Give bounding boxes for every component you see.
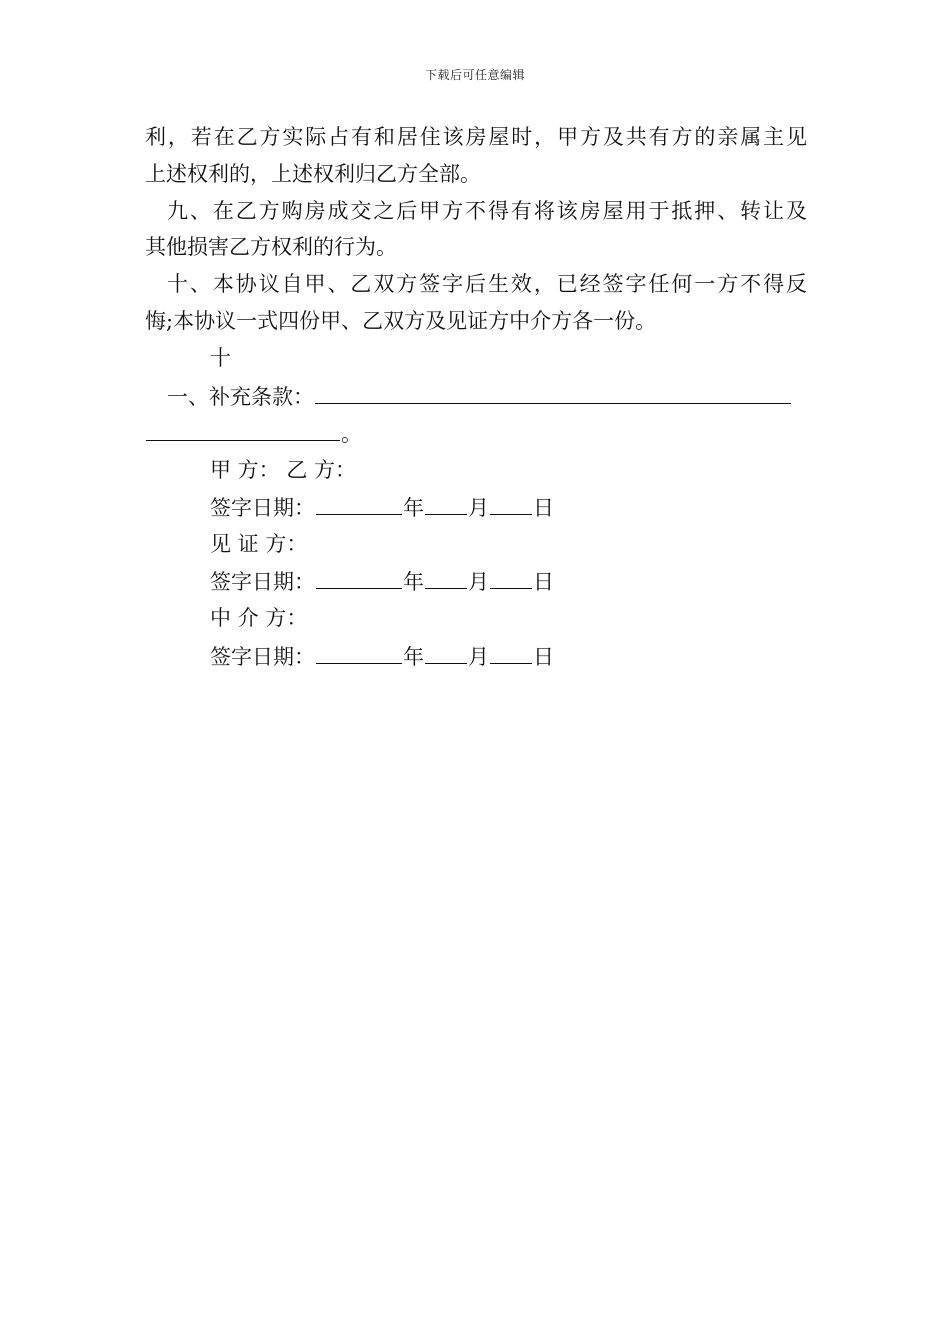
day-label: 日: [533, 645, 554, 669]
signature-date-row-3: [210, 643, 554, 669]
month-blank[interactable]: [425, 494, 467, 515]
clause-nine-line-2: 其他损害乙方权利的行为。: [145, 235, 397, 259]
month-blank[interactable]: [425, 643, 467, 664]
clause-continuation-line-1: 利，若在乙方实际占有和居住该房屋时，甲方及共有方的亲属主见: [145, 125, 807, 149]
clause-ten-line-2: 悔;本协议一式四份甲、乙双方及见证方中介方各一份。: [145, 309, 657, 333]
date-label: 签字日期：: [210, 496, 315, 520]
clause-eleven-prefix: 十: [210, 346, 231, 370]
date-label: 签字日期：: [210, 570, 315, 594]
year-label: 年: [403, 645, 424, 669]
clause-ten-line-1: 十、本协议自甲、乙双方签字后生效，已经签字任何一方不得反: [167, 272, 807, 296]
day-blank[interactable]: [490, 494, 532, 515]
clause-nine-line-1: 九、在乙方购房成交之后甲方不得有将该房屋用于抵押、转让及: [167, 199, 807, 223]
clause-continuation-line-2: 上述权利的，上述权利归乙方全部。: [145, 162, 481, 186]
year-blank[interactable]: [316, 568, 402, 589]
party-signature-labels: 甲 方： 乙 方：: [210, 458, 357, 482]
supplementary-terms-blank-2[interactable]: [146, 420, 340, 441]
supplementary-terms-blank[interactable]: [315, 383, 791, 404]
year-blank[interactable]: [316, 643, 402, 664]
supplementary-terms-continuation: [145, 420, 362, 446]
clause-eleven-row: [167, 383, 792, 409]
header-note: 下载后可任意编辑: [424, 68, 525, 82]
agent-signature-label: 中 介 方：: [210, 606, 308, 630]
month-label: 月: [468, 645, 489, 669]
month-blank[interactable]: [425, 568, 467, 589]
supplementary-terms-end: 。: [341, 422, 362, 446]
date-label: 签字日期：: [210, 645, 315, 669]
month-label: 月: [468, 496, 489, 520]
month-label: 月: [468, 570, 489, 594]
supplementary-terms-label: 一、补充条款：: [167, 385, 314, 409]
signature-date-row-2: [210, 568, 554, 594]
day-label: 日: [533, 496, 554, 520]
day-label: 日: [533, 570, 554, 594]
day-blank[interactable]: [490, 643, 532, 664]
year-blank[interactable]: [316, 494, 402, 515]
year-label: 年: [403, 496, 424, 520]
year-label: 年: [403, 570, 424, 594]
day-blank[interactable]: [490, 568, 532, 589]
signature-date-row-1: [210, 494, 554, 520]
witness-signature-label: 见 证 方：: [210, 532, 308, 556]
